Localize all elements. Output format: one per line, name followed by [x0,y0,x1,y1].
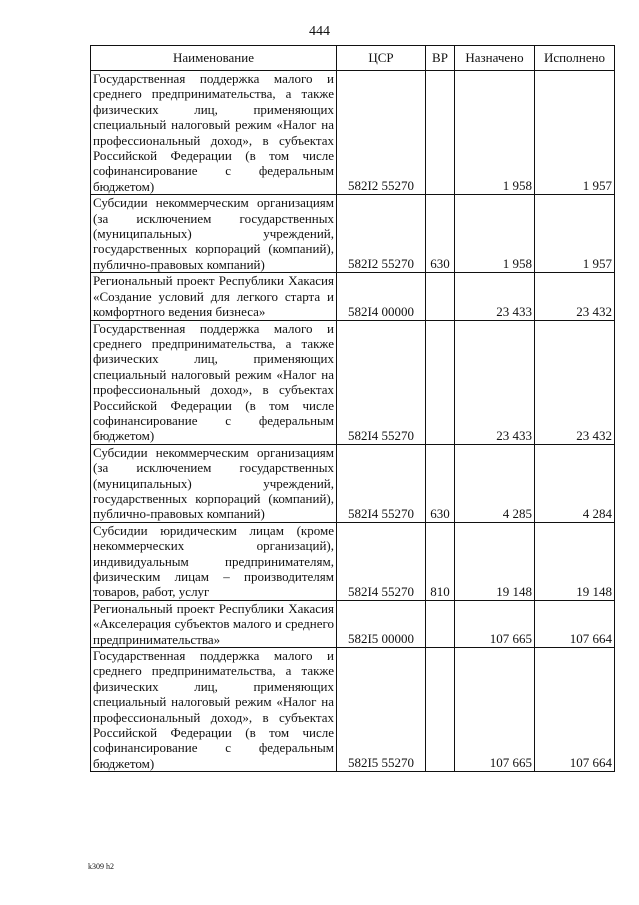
row-name: Региональный проект Республики Хакасия «Создание условий для легкого старта и комфортного ведения бизнеса» [91,273,337,320]
budget-table [90,45,615,772]
row-csr: 582I4 00000 [337,273,426,320]
row-csr: 582I4 55270 [337,444,426,522]
row-vr [426,600,455,647]
row-vr: 630 [426,195,455,273]
row-vr [426,71,455,195]
table-row [91,320,615,444]
row-executed: 4 284 [535,444,615,522]
table-row [91,273,615,320]
row-vr [426,273,455,320]
row-csr: 582I2 55270 [337,71,426,195]
header-name: Наименование [91,46,337,71]
row-assigned: 1 958 [455,195,535,273]
row-executed: 23 432 [535,320,615,444]
row-assigned: 107 665 [455,648,535,772]
table-row [91,195,615,273]
page-number: 444 [309,24,330,39]
row-assigned: 23 433 [455,320,535,444]
row-assigned: 4 285 [455,444,535,522]
header-vr: ВР [426,46,455,71]
row-assigned: 23 433 [455,273,535,320]
table-row [91,522,615,600]
footer-code: k309 h2 [88,862,114,871]
row-assigned: 19 148 [455,522,535,600]
row-name: Региональный проект Республики Хакасия «Акселерация субъектов малого и среднего предпринимательства» [91,600,337,647]
header-csr: ЦСР [337,46,426,71]
table-row [91,600,615,647]
row-executed: 19 148 [535,522,615,600]
table-row [91,444,615,522]
row-executed: 107 664 [535,648,615,772]
row-assigned: 1 958 [455,71,535,195]
row-vr: 630 [426,444,455,522]
table-header-row [91,46,615,71]
row-executed: 1 957 [535,71,615,195]
row-vr: 810 [426,522,455,600]
row-executed: 107 664 [535,600,615,647]
row-name: Государственная поддержка малого и среднего предпринимательства, а также физических лиц, применяющих специальный налоговый режим «Налог на профессиональный доход», в субъектах Российской Федерации (в том числе софинансирование с федеральным бюджетом) [91,320,337,444]
row-csr: 582I5 00000 [337,600,426,647]
row-csr: 582I2 55270 [337,195,426,273]
row-executed: 1 957 [535,195,615,273]
row-executed: 23 432 [535,273,615,320]
row-name: Субсидии некоммерческим организациям (за исключением государственных (муниципальных) учреждений, государственных корпораций (компаний), публично-правовых компаний) [91,444,337,522]
header-executed: Исполнено [535,46,615,71]
table-row [91,648,615,772]
row-name: Государственная поддержка малого и среднего предпринимательства, а также физических лиц, применяющих специальный налоговый режим «Налог на профессиональный доход», в субъектах Российской Федерации (в том числе софинансирование с федеральным бюджетом) [91,71,337,195]
row-csr: 582I4 55270 [337,320,426,444]
table-row [91,71,615,195]
row-vr [426,648,455,772]
header-assigned: Назначено [455,46,535,71]
row-csr: 582I5 55270 [337,648,426,772]
row-vr [426,320,455,444]
row-name: Государственная поддержка малого и среднего предпринимательства, а также физических лиц, применяющих специальный налоговый режим «Налог на профессиональный доход», в субъектах Российской Федерации (в том числе софинансирование с федеральным бюджетом) [91,648,337,772]
row-csr: 582I4 55270 [337,522,426,600]
row-name: Субсидии некоммерческим организациям (за исключением государственных (муниципальных) учреждений, государственных корпораций (компаний), публично-правовых компаний) [91,195,337,273]
row-assigned: 107 665 [455,600,535,647]
row-name: Субсидии юридическим лицам (кроме некоммерческих организаций), индивидуальным предпринимателям, физическим лицам – производителям товаров, работ, услуг [91,522,337,600]
